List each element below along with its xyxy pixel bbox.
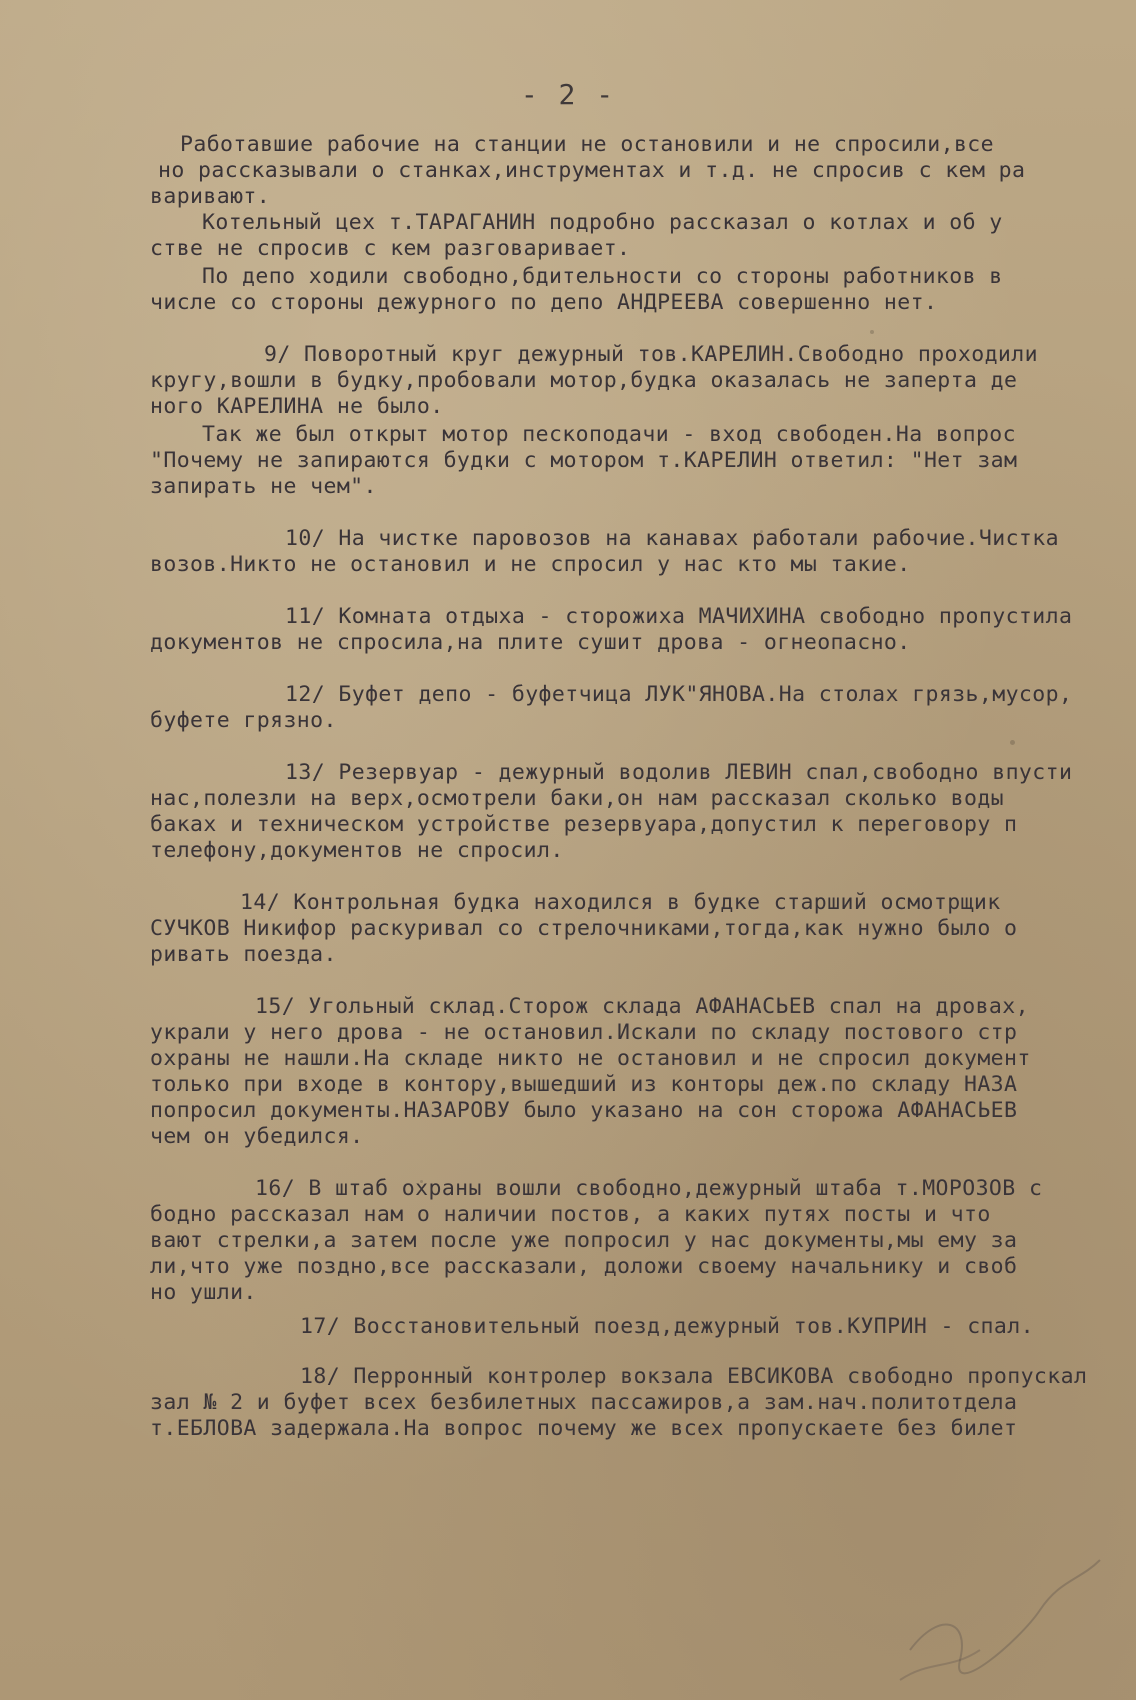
text-line: документов не спросила,на плите сушит дрова - огнеопасно. bbox=[150, 630, 911, 655]
text-line: вают стрелки,а затем после уже попросил у нас документы,мы ему за bbox=[150, 1228, 1018, 1253]
text-line: зал № 2 и буфет всех безбилетных пассажиров,а зам.нач.политотдела bbox=[150, 1390, 1018, 1415]
text-line: но рассказывали о станках,инструментах и т.д. не спросив с кем ра bbox=[158, 158, 1026, 183]
page-number: - 2 - bbox=[520, 78, 616, 111]
text-line: 17/ Восстановительный поезд,дежурный тов.КУПРИН - спал. bbox=[300, 1314, 1034, 1339]
text-line: кругу,вошли в будку,пробовали мотор,будка оказалась не заперта де bbox=[150, 368, 1018, 393]
text-line: бодно рассказал нам о наличии постов, а каких путях посты и что bbox=[150, 1202, 991, 1227]
text-line: 10/ На чистке паровозов на канавах работали рабочие.Чистка bbox=[285, 526, 1059, 551]
pencil-scribble-mark bbox=[880, 1490, 1110, 1690]
text-line: 15/ Угольный склад.Сторож склада АФАНАСЬЕВ спал на дровах, bbox=[255, 994, 1029, 1019]
text-line: варивают. bbox=[150, 184, 271, 209]
text-line: нас,полезли на верх,осмотрели баки,он нам рассказал сколько воды bbox=[150, 786, 1005, 811]
text-line: т.ЕБЛОВА задержала.На вопрос почему же всех пропускаете без билет bbox=[150, 1416, 1018, 1441]
text-line: "Почему не запираются будки с мотором т.КАРЕЛИН ответил: "Нет зам bbox=[150, 448, 1018, 473]
text-line: ли,что уже поздно,все рассказали, доложи своему начальнику и своб bbox=[150, 1254, 1018, 1279]
text-line: запирать не чем". bbox=[150, 474, 377, 499]
text-line: 9/ Поворотный круг дежурный тов.КАРЕЛИН.Свободно проходили bbox=[264, 342, 1038, 367]
text-line: буфете грязно. bbox=[150, 708, 337, 733]
text-line: стве не спросив с кем разговаривает. bbox=[150, 236, 631, 261]
text-line: ного КАРЕЛИНА не было. bbox=[150, 394, 444, 419]
text-line: числе со стороны дежурного по депо АНДРЕЕВА совершенно нет. bbox=[150, 290, 938, 315]
text-line: СУЧКОВ Никифор раскуривал со стрелочниками,тогда,как нужно было о bbox=[150, 916, 1018, 941]
text-line: только при входе в контору,вышедший из конторы деж.по складу НАЗА bbox=[150, 1072, 1018, 1097]
text-line: 13/ Резервуар - дежурный водолив ЛЕВИН спал,свободно впусти bbox=[285, 760, 1073, 785]
text-line: Так же был открыт мотор пескоподачи - вход свободен.На вопрос bbox=[202, 422, 1016, 447]
text-line: 14/ Контрольная будка находился в будке старший осмотрщик bbox=[240, 890, 1001, 915]
text-line: 18/ Перронный контролер вокзала ЕВСИКОВА свободно пропускал bbox=[300, 1364, 1088, 1389]
text-line: охраны не нашли.На складе никто не остановил и не спросил документ bbox=[150, 1046, 1031, 1071]
text-line: Работавшие рабочие на станции не остановили и не спросили,все bbox=[180, 132, 994, 157]
text-line: ривать поезда. bbox=[150, 942, 337, 967]
text-line: 16/ В штаб охраны вошли свободно,дежурный штаба т.МОРОЗОВ с bbox=[255, 1176, 1043, 1201]
text-line: Котельный цех т.ТАРАГАНИН подробно рассказал о котлах и об у bbox=[202, 210, 1003, 235]
document-body bbox=[150, 132, 1136, 1692]
text-line: баках и техническом устройстве резервуара,допустил к переговору п bbox=[150, 812, 1018, 837]
text-line: чем он убедился. bbox=[150, 1124, 364, 1149]
text-line: украли у него дрова - не остановил.Искали по складу постового стр bbox=[150, 1020, 1018, 1045]
text-line: телефону,документов не спросил. bbox=[150, 838, 564, 863]
text-line: 11/ Комната отдыха - сторожиха МАЧИХИНА свободно пропустила bbox=[285, 604, 1073, 629]
text-line: но ушли. bbox=[150, 1280, 257, 1305]
text-line: По депо ходили свободно,бдительности со стороны работников в bbox=[202, 264, 1003, 289]
text-line: 12/ Буфет депо - буфетчица ЛУК"ЯНОВА.На столах грязь,мусор, bbox=[285, 682, 1073, 707]
text-line: возов.Никто не остановил и не спросил у нас кто мы такие. bbox=[150, 552, 911, 577]
text-line: попросил документы.НАЗАРОВУ было указано на сон сторожа АФАНАСЬЕВ bbox=[150, 1098, 1018, 1123]
